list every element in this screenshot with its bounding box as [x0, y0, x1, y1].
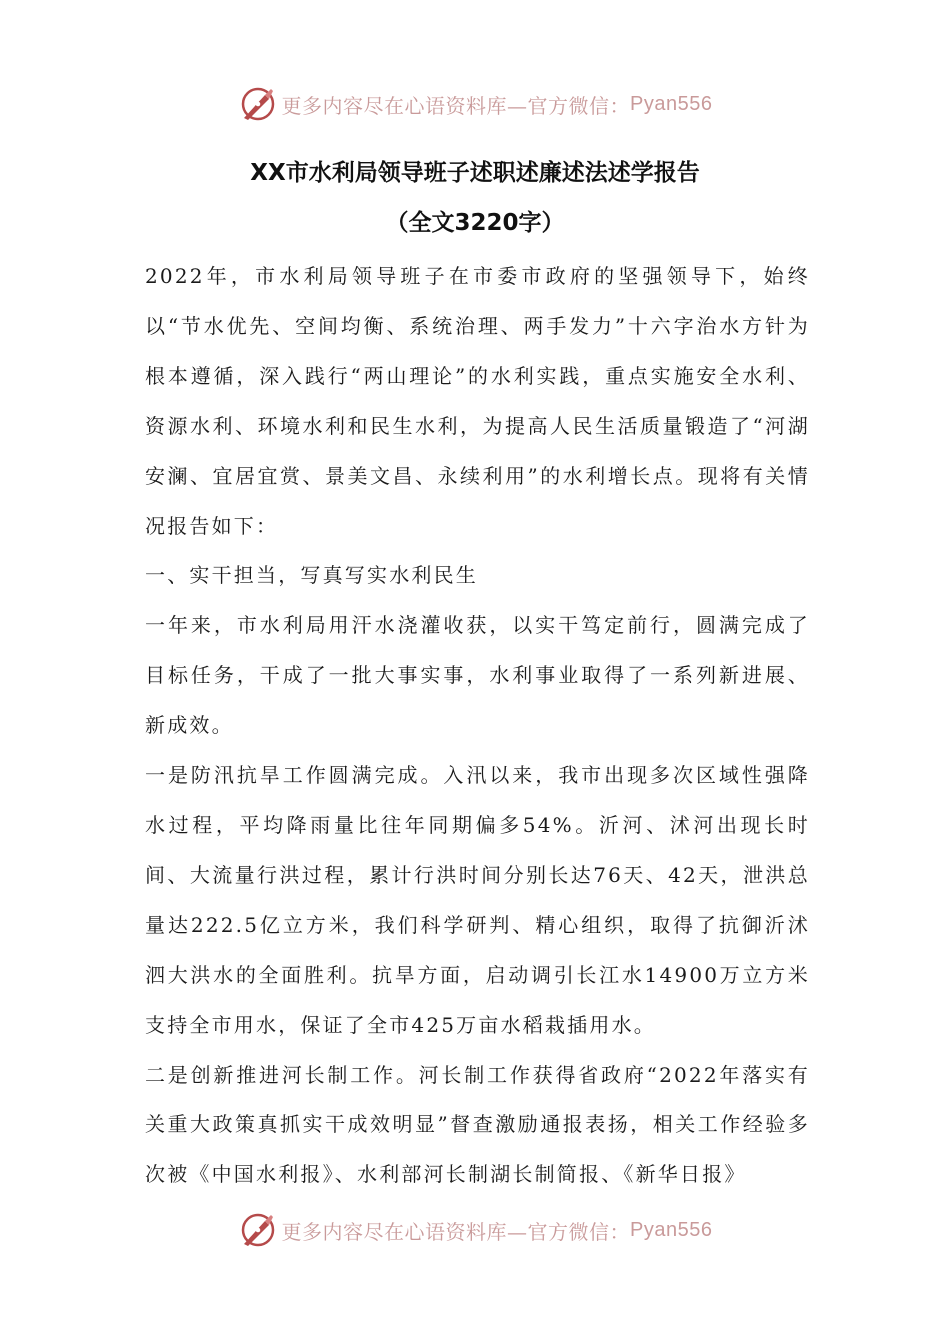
- paragraph-overview: 一年来，市水利局用汗水浇灌收获，以实干笃定前行，圆满完成了目标任务，干成了一批大事实事，水利事业取得了一系列新进展、新成效。: [145, 613, 810, 738]
- paragraph-intro: 2022年，市水利局领导班子在市委市政府的坚强领导下，始终以“节水优先、空间均衡、系统治理、两手发力”十六字治水方针为根本遵循，深入践行“两山理论”的水利实践，重点实施安全水利、资源水利、环境水利和民生水利，为提高人民生活质量锻造了“河湖安澜、宜居宜赏、景美文昌、永续利用”的水利增长点。现将有关情况报告如下：: [145, 264, 810, 538]
- section-heading-1: 一、实干担当，写真写实水利民生: [145, 563, 478, 588]
- pen-nib-circle-icon: [238, 1210, 278, 1250]
- watermark-text: 更多内容尽在心语资料库—官方微信：: [281, 93, 631, 118]
- paragraph-flood-control: 一是防汛抗旱工作圆满完成。入汛以来，我市出现多次区域性强降水过程，平均降雨量比往年同期偏多54%。沂河、沭河出现长时间、大流量行洪过程，累计行洪时间分别长达76天、42天，泄洪总量达222.5亿立方米，我们科学研判、精心组织，取得了抗御沂沭泗大洪水的全面胜利。抗旱方面，启动调引长江水14900万立方米支持全市用水，保证了全市425万亩水稻栽插用水。: [145, 763, 810, 1037]
- document-title: XX市水利局领导班子述职述廉述法述学报告: [250, 160, 700, 186]
- watermark-text: 更多内容尽在心语资料库—官方微信：: [281, 1219, 631, 1244]
- document-body: [145, 252, 810, 1200]
- pen-nib-circle-icon: [238, 84, 278, 124]
- paragraph-river-chief: 二是创新推进河长制工作。河长制工作获得省政府“2022年落实有关重大政策真抓实干成效明显”督查激励通报表扬，相关工作经验多次被《中国水利报》、水利部河长制湖长制简报、《新华日报》: [145, 1062, 810, 1187]
- document-subtitle: （全文3220字）: [385, 210, 565, 236]
- header-watermark: [0, 82, 950, 126]
- footer-watermark: [0, 1208, 950, 1252]
- watermark-wechat-id: Pyan556: [630, 1218, 713, 1241]
- watermark-wechat-id: Pyan556: [630, 92, 713, 115]
